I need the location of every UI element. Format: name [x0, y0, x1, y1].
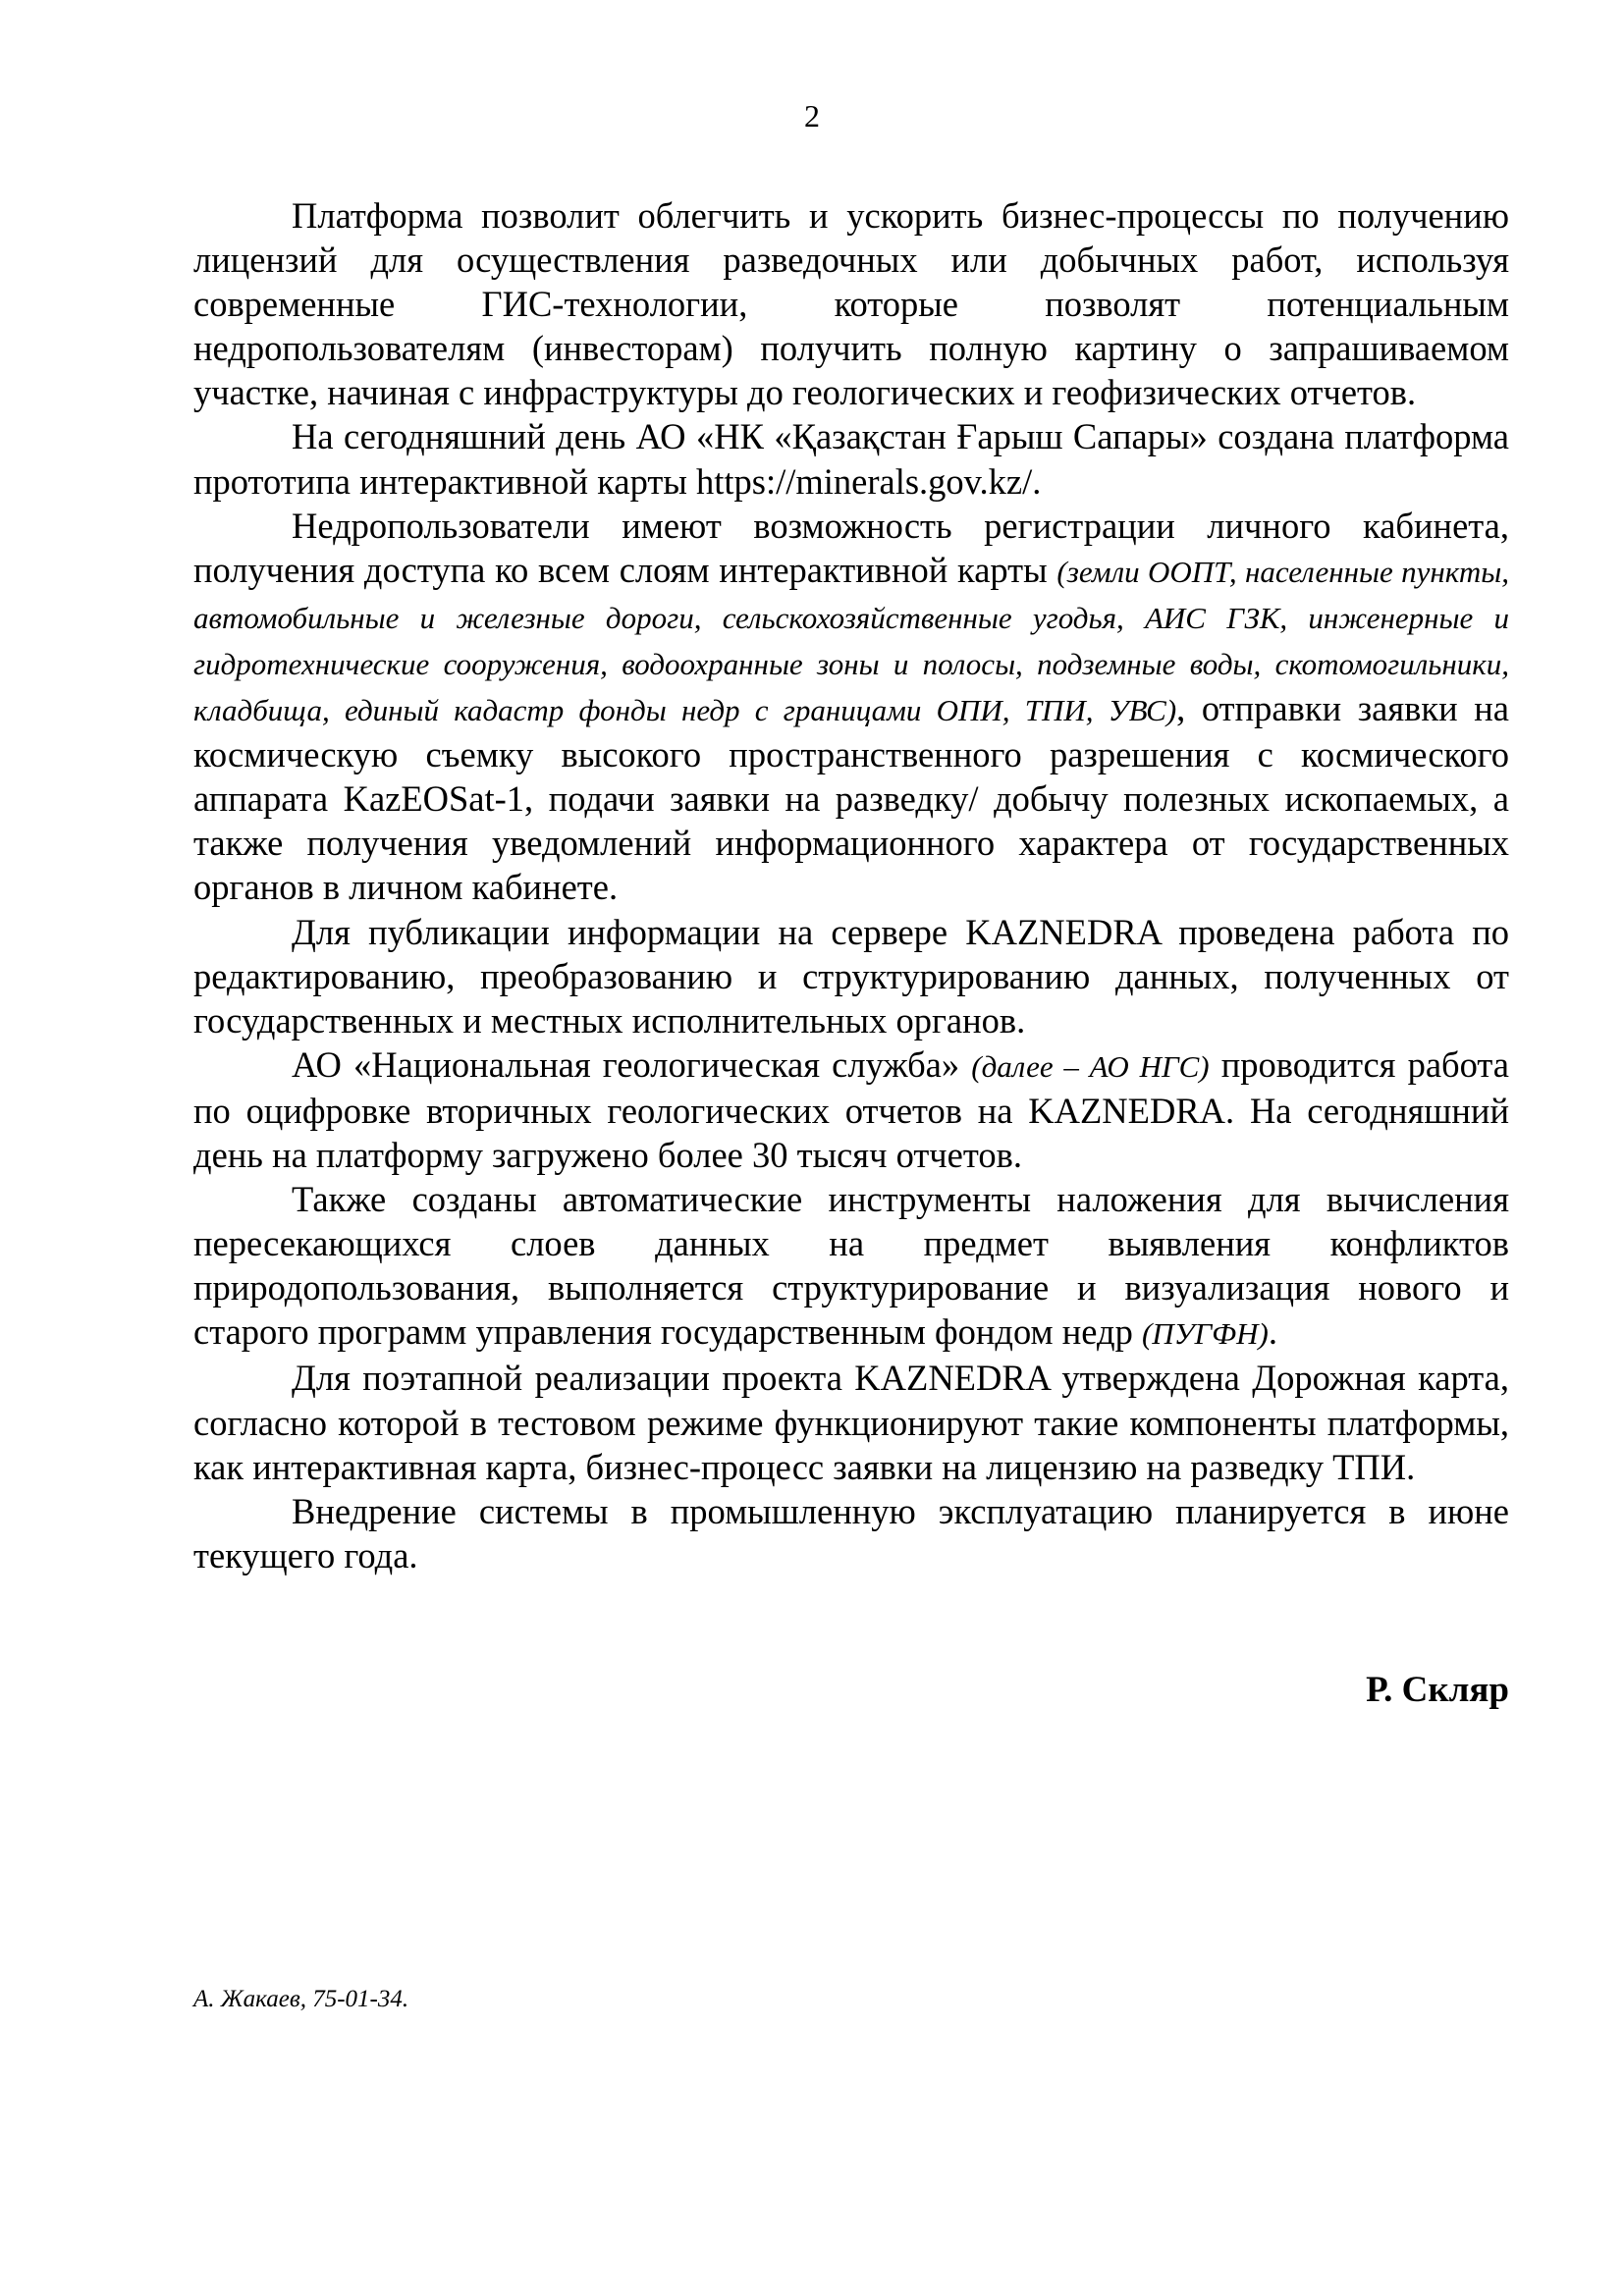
paragraph-text: , отправки заявки на космическую съемку высокого пространственного разрешения с космического аппарата KazEOSat-1, подачи заявки на разведку/ добычу полезных ископаемых, а также получения уведомлений информационного характера от государственных органов в личном кабинете.	[193, 688, 1509, 908]
map-layers-note: (земли ООПТ, населенные пункты, автомобильные и железные дороги, сельскохозяйственные угодья, АИС ГЗК, инженерные и гидротехнические сооружения, водоохранные зоны и полосы, подземные воды, скотомогильники, кладбища, единый кадастр фонды недр с границами ОПИ, ТПИ, УВС)	[193, 554, 1510, 728]
paragraph-text: АО «Национальная геологическая служба»	[292, 1043, 972, 1085]
document-body	[193, 193, 1509, 1577]
paragraph-roadmap: Для поэтапной реализации проекта KAZNEDRA утверждена Дорожная карта, согласно которой в тестовом режиме функционируют такие компоненты платформы, как интерактивная карта, бизнес-процесс заявки на лицензию на разведку ТПИ.	[193, 1358, 1509, 1487]
paragraph-publication: Для публикации информации на сервере KAZNEDRA проведена работа по редактированию, преобразованию и структурированию данных, полученных от государственных и местных исполнительных органов.	[193, 911, 1509, 1041]
abbreviation-note: (далее – АО НГС)	[971, 1048, 1210, 1084]
page-number: 2	[804, 98, 820, 133]
paragraph-overlay-tools	[193, 1177, 1509, 1356]
paragraph-text: проводится работа по оцифровке вторичных геологических отчетов на KAZNEDRA. На сегодняшний день на платформу загружено более 30 тысяч отчетов.	[193, 1043, 1509, 1175]
paragraph-prototype-map: На сегодняшний день АО «НК «Қазақстан Ғарыш Сапары» создана платформа прототипа интерактивной карты https://minerals.gov.kz/.	[193, 416, 1509, 502]
paragraph-text: Также созданы автоматические инструменты наложения для вычисления пересекающихся слоев данных на предмет выявления конфликтов природопользования, выполняется структурирование и визуализация нового и старого программ управления государственным фондом недр	[193, 1179, 1509, 1353]
paragraph-text: .	[1268, 1311, 1277, 1353]
executor-contact: А. Жакаев, 75-01-34.	[193, 1986, 409, 2012]
signature: Р. Скляр	[1366, 1670, 1509, 1710]
paragraph-geological-service	[193, 1042, 1509, 1177]
paragraph-text: Недропользователи имеют возможность регистрации личного кабинета, получения доступа ко всем слоям интерактивной карты	[193, 505, 1509, 590]
abbreviation-note: (ПУГФН)	[1141, 1316, 1269, 1352]
paragraph-platform-benefits: Платформа позволит облегчить и ускорить бизнес-процессы по получению лицензий для осуществления разведочных или добычных работ, используя современные ГИС-технологии, которые позволят потенциальным недропользователям (инвесторам) получить полную картину о запрашиваемом участке, начиная с инфраструктуры до геологических и геофизических отчетов.	[193, 195, 1509, 413]
paragraph-deployment: Внедрение системы в промышленную эксплуатацию планируется в июне текущего года.	[193, 1490, 1509, 1575]
paragraph-subsoil-users	[193, 504, 1509, 910]
